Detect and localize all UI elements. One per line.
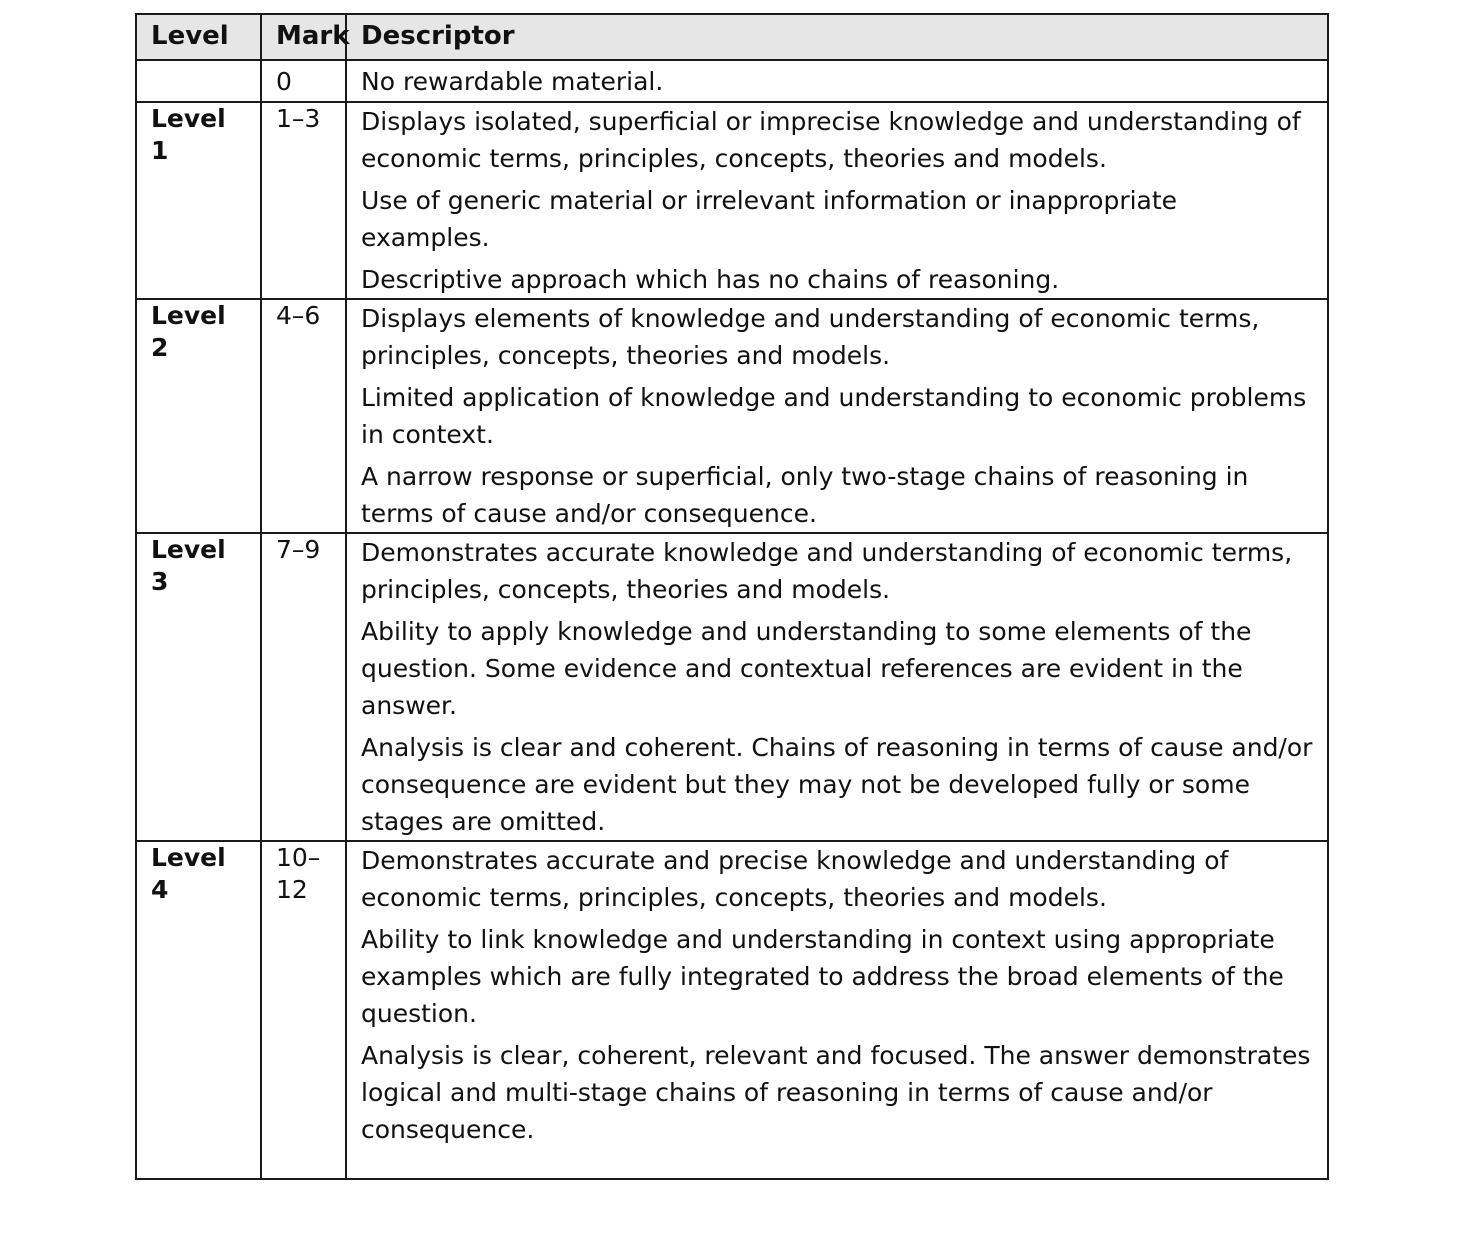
descriptor-text: Displays elements of knowledge and understanding of economic terms, principles, concepts, theories and models. bbox=[361, 304, 1260, 370]
table-row-zero bbox=[136, 60, 1328, 102]
table-header-row bbox=[136, 14, 1328, 60]
mark-cell: 10–12 bbox=[261, 841, 346, 1179]
level-cell: Level 2 bbox=[136, 299, 261, 533]
descriptor-text: Demonstrates accurate and precise knowledge and understanding of economic terms, principles, concepts, theories and models. bbox=[361, 846, 1229, 912]
mark-cell: 4–6 bbox=[261, 299, 346, 533]
descriptor-cell bbox=[346, 102, 1328, 299]
descriptor-text: Analysis is clear, coherent, relevant and focused. The answer demonstrates logical and multi-stage chains of reasoning in terms of cause and/or consequence. bbox=[361, 1041, 1311, 1144]
levels-mark-scheme-table bbox=[135, 13, 1329, 1180]
header-descriptor: Descriptor bbox=[346, 14, 1328, 60]
descriptor-text: Ability to link knowledge and understanding in context using appropriate examples which are fully integrated to address the broad elements of the question. bbox=[361, 925, 1284, 1028]
descriptor-text: Use of generic material or irrelevant information or inappropriate examples. bbox=[361, 186, 1178, 252]
table-row-level-2 bbox=[136, 299, 1328, 533]
descriptor-text: Limited application of knowledge and understanding to economic problems in context. bbox=[361, 383, 1307, 449]
header-level: Level bbox=[136, 14, 261, 60]
level-cell: Level 4 bbox=[136, 841, 261, 1179]
mark-cell: 1–3 bbox=[261, 102, 346, 299]
descriptor-text: A narrow response or superficial, only two-stage chains of reasoning in terms of cause and/or consequence. bbox=[361, 462, 1249, 528]
table-row-level-3 bbox=[136, 533, 1328, 841]
header-mark: Mark bbox=[261, 14, 346, 60]
mark-cell: 7–9 bbox=[261, 533, 346, 841]
table-row-level-1 bbox=[136, 102, 1328, 299]
table-row-level-4 bbox=[136, 841, 1328, 1179]
descriptor-cell bbox=[346, 841, 1328, 1179]
descriptor-text: Ability to apply knowledge and understanding to some elements of the question. Some evidence and contextual references are evident in the answer. bbox=[361, 617, 1252, 720]
level-cell: Level 3 bbox=[136, 533, 261, 841]
descriptor-text: Analysis is clear and coherent. Chains of reasoning in terms of cause and/or consequence are evident but they may not be developed fully or some stages are omitted. bbox=[361, 733, 1313, 836]
level-cell: Level 1 bbox=[136, 102, 261, 299]
descriptor-cell bbox=[346, 533, 1328, 841]
descriptor-text: Displays isolated, superficial or imprecise knowledge and understanding of economic terms, principles, concepts, theories and models. bbox=[361, 107, 1301, 173]
descriptor-cell bbox=[346, 60, 1328, 102]
descriptor-text: No rewardable material. bbox=[361, 67, 664, 96]
descriptor-text: Demonstrates accurate knowledge and understanding of economic terms, principles, concepts, theories and models. bbox=[361, 538, 1293, 604]
descriptor-text: Descriptive approach which has no chains of reasoning. bbox=[361, 265, 1060, 294]
mark-cell: 0 bbox=[261, 60, 346, 102]
level-cell bbox=[136, 60, 261, 102]
descriptor-cell bbox=[346, 299, 1328, 533]
